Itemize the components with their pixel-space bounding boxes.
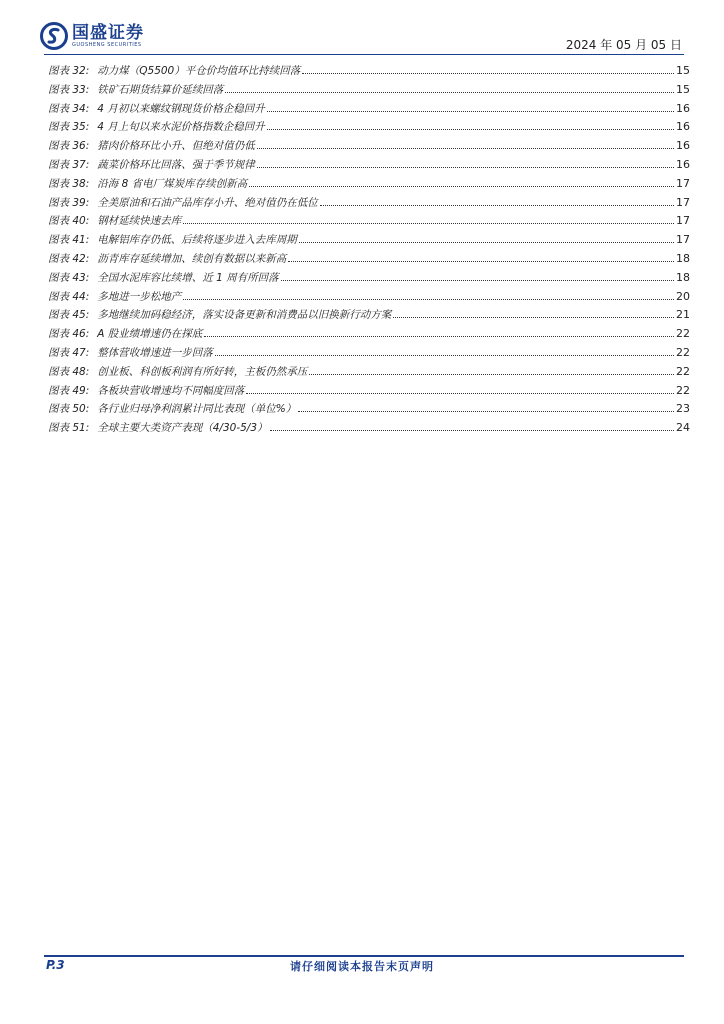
toc-entry-label: 图表 41: <box>48 234 90 247</box>
toc-entry-title: 整体营收增速进一步回落 <box>97 346 213 359</box>
toc-entry-label: 图表 37: <box>48 158 90 171</box>
toc-entry-label: 图表 39: <box>48 196 90 209</box>
toc-leader-dots <box>257 166 674 168</box>
toc-entry-label: 图表 34: <box>48 102 90 115</box>
toc-entry-page: 22 <box>676 383 690 397</box>
toc-leader-dots <box>215 354 674 356</box>
toc-entry-title: 多地进一步松地产 <box>97 290 182 303</box>
header-divider <box>44 54 684 55</box>
toc-entry-title: 铁矿石期货结算价延续回落 <box>97 83 224 96</box>
toc-entry-title: 沿海 8 省电厂煤炭库存续创新高 <box>97 177 248 190</box>
logo-chinese-name: 国盛证券 <box>72 22 144 43</box>
toc-entry-title: 猪肉价格环比小升、但绝对值仍低 <box>97 140 255 153</box>
toc-entry-title: 蔬菜价格环比回落、强于季节规律 <box>97 158 255 171</box>
guosheng-logo-icon <box>40 22 68 50</box>
toc-entry-title: 4 月上旬以来水泥价格指数企稳回升 <box>97 121 265 134</box>
toc-entry-label: 图表 48: <box>48 365 90 378</box>
toc-entry-label: 图表 46: <box>48 328 90 341</box>
toc-leader-dots <box>393 316 674 318</box>
toc-entry-page: 16 <box>676 120 690 134</box>
toc-entry-title: 全球主要大类资产表现（4/30-5/3） <box>97 422 268 435</box>
toc-entry-page: 16 <box>676 157 690 171</box>
toc-entry-page: 18 <box>676 251 690 265</box>
toc-entry-title: 各行业归母净利润累计同比表现（单位%） <box>97 403 297 416</box>
toc-entry-label: 图表 36: <box>48 140 90 153</box>
toc-entry-title: 动力煤（Q5500）平仓价均值环比持续回落 <box>97 65 301 77</box>
toc-entry-title: 各板块营收增速均不同幅度回落 <box>97 384 245 397</box>
toc-entry-label: 图表 38: <box>48 177 90 190</box>
toc-entry-title: 沥青库存延续增加、续创有数据以来新高 <box>97 252 287 265</box>
toc-entry-label: 图表 35: <box>48 121 90 134</box>
toc-leader-dots <box>183 222 674 224</box>
toc-entry[interactable] <box>48 195 690 214</box>
toc-leader-dots <box>270 429 674 431</box>
toc-entry-page: 22 <box>676 364 690 378</box>
toc-entry-label: 图表 42: <box>48 252 90 265</box>
toc-leader-dots <box>281 279 674 281</box>
toc-entry-page: 17 <box>676 233 690 247</box>
toc-leader-dots <box>267 128 674 130</box>
toc-entry-page: 16 <box>676 139 690 153</box>
toc-entry-label: 图表 50: <box>48 403 90 416</box>
toc-leader-dots <box>257 147 674 149</box>
page-number: P.3 <box>46 958 65 972</box>
toc-entry-page: 16 <box>676 101 690 115</box>
toc-entry[interactable] <box>48 119 690 138</box>
toc-entry[interactable] <box>48 383 690 402</box>
toc-entry-title: 电解铝库存仍低、后续将逐步进入去库周期 <box>97 234 297 247</box>
toc-entry-label: 图表 40: <box>48 215 90 228</box>
toc-entry-page: 22 <box>676 327 690 341</box>
toc-entry[interactable] <box>48 289 690 308</box>
toc-entry-title: 多地继续加码稳经济，落实设备更新和消费品以旧换新行动方案 <box>97 309 392 322</box>
toc-entry-label: 图表 47: <box>48 346 90 359</box>
toc-entry[interactable] <box>48 345 690 364</box>
toc-entry[interactable] <box>48 63 690 82</box>
toc-entry-label: 图表 32: <box>48 65 90 77</box>
toc-entry[interactable] <box>48 138 690 157</box>
toc-entry-page: 17 <box>676 176 690 190</box>
toc-leader-dots <box>288 260 674 262</box>
toc-entry-page: 15 <box>676 82 690 96</box>
toc-entry-title: A 股业绩增速仍在探底 <box>97 328 203 341</box>
toc-entry[interactable] <box>48 157 690 176</box>
disclaimer-note: 请仔细阅读本报告末页声明 <box>290 960 434 973</box>
toc-entry-title: 全美原油和石油产品库存小升、绝对值仍在低位 <box>97 196 318 209</box>
toc-entry[interactable] <box>48 270 690 289</box>
toc-entry[interactable] <box>48 213 690 232</box>
toc-leader-dots <box>204 335 674 337</box>
toc-leader-dots <box>225 91 674 93</box>
toc-entry-label: 图表 45: <box>48 309 90 322</box>
page-header <box>0 0 724 60</box>
toc-entry-label: 图表 33: <box>48 83 90 96</box>
toc-entry-label: 图表 44: <box>48 290 90 303</box>
toc-entry-label: 图表 51: <box>48 422 90 435</box>
toc-leader-dots <box>267 110 674 112</box>
toc-entry-page: 23 <box>676 402 690 416</box>
figure-list <box>48 63 690 439</box>
toc-entry-page: 17 <box>676 195 690 209</box>
toc-leader-dots <box>309 373 674 375</box>
toc-entry[interactable] <box>48 326 690 345</box>
toc-leader-dots <box>302 72 674 74</box>
report-date: 2024 年 05 月 05 日 <box>565 38 682 52</box>
toc-entry-label: 图表 43: <box>48 271 90 284</box>
toc-leader-dots <box>249 185 674 187</box>
toc-leader-dots <box>299 241 674 243</box>
footer-divider <box>44 955 684 957</box>
toc-entry-page: 18 <box>676 270 690 284</box>
toc-entry-label: 图表 49: <box>48 384 90 397</box>
toc-leader-dots <box>298 410 674 412</box>
toc-entry-title: 4 月初以来螺纹钢现货价格企稳回升 <box>97 102 265 115</box>
toc-entry[interactable] <box>48 176 690 195</box>
toc-entry[interactable] <box>48 82 690 101</box>
toc-entry-title: 钢材延续快速去库 <box>97 215 182 228</box>
logo-english-name: GUOSHENG SECURITIES <box>72 41 142 48</box>
toc-entry[interactable] <box>48 251 690 270</box>
toc-entry[interactable] <box>48 420 690 439</box>
toc-leader-dots <box>246 392 674 394</box>
toc-leader-dots <box>320 204 674 206</box>
company-logo <box>40 22 144 50</box>
toc-entry[interactable] <box>48 232 690 251</box>
toc-entry-page: 21 <box>676 308 690 322</box>
toc-entry-title: 创业板、科创板利润有所好转，主板仍然承压 <box>97 365 308 378</box>
toc-entry-page: 15 <box>676 64 690 77</box>
toc-leader-dots <box>183 298 674 300</box>
toc-entry-page: 17 <box>676 214 690 228</box>
toc-entry-page: 24 <box>676 421 690 435</box>
toc-entry-title: 全国水泥库容比续增、近 1 周有所回落 <box>97 271 279 284</box>
toc-entry[interactable] <box>48 401 690 420</box>
toc-entry[interactable] <box>48 364 690 383</box>
toc-entry-page: 22 <box>676 345 690 359</box>
toc-entry[interactable] <box>48 101 690 120</box>
toc-entry[interactable] <box>48 307 690 326</box>
toc-entry-page: 20 <box>676 289 690 303</box>
